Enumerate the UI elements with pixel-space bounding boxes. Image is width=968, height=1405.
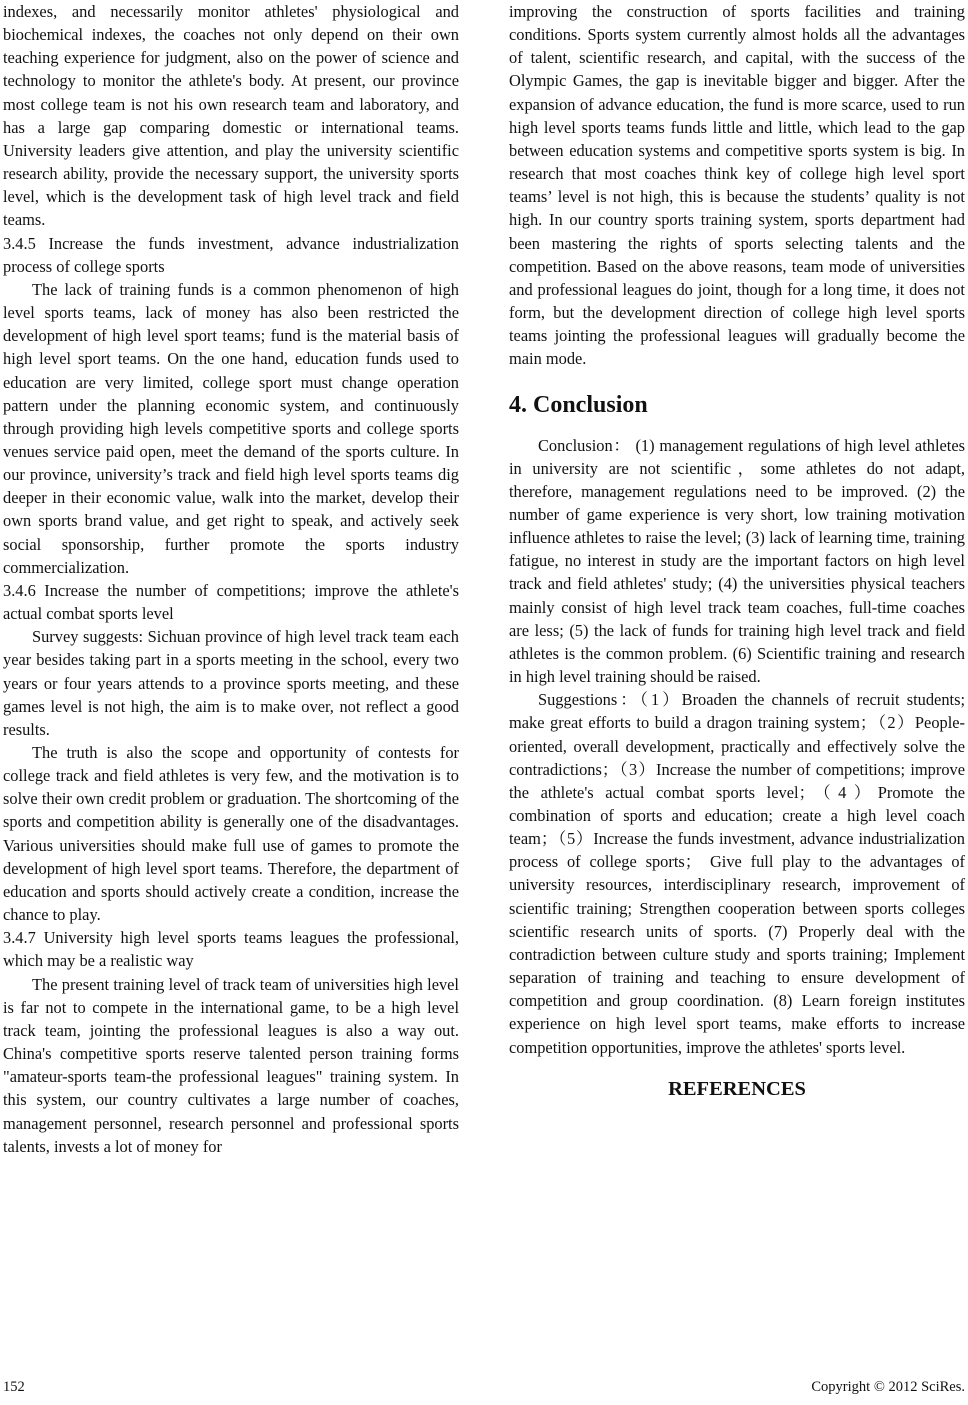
subsection-heading-3-4-5: 3.4.5 Increase the funds investment, advance industrialization process of college sports <box>3 233 459 276</box>
left-column <box>3 0 459 1158</box>
page-number: 152 <box>3 1379 25 1395</box>
right-column <box>509 0 965 1101</box>
paragraph-competition-scope: The truth is also the scope and opportunity of contests for college track and field athletes is very few, and the motivation is to solve their own credit problem or graduation. The shortcoming of the sports and competition ability is generally one of the disadvantages. Various universities should make full use of games to promote the development of high level sport teams. Therefore, the department of education and sports should actively create a condition, increase the chance to play. <box>3 743 459 925</box>
paragraph-training-funds: The lack of training funds is a common phenomenon of high level sports teams, lack of money has also been restricted the development of high level sport teams; fund is the material basis of high level sport teams. On the one hand, education funds used to education are very limited, college sport must change operation pattern under the planning economic system, and continuously through providing high levels competitive sports and college sports venues service paid open, meet the demand of the sports culture. In our province, university’s track and field high level sports teams dig deeper in their economic value, walk into the market, develop their own sports brand value, and get right to speak, and actively seek social sponsorship, further promote the sports industry commercialization. <box>3 279 459 577</box>
paragraph-sports-system: improving the construction of sports facilities and training conditions. Sports system currently almost holds all the advantages of talent, scientific research, and capital, with the success of the Olympic Games, the gap is inevitable bigger and bigger. After the expansion of advance education, the fund is more scarce, used to run high level sports teams funds little and little, which lead to the gap between education systems and competitive sports system is big. In research that most coaches think key of college high level sport teams’ level is not high, this is because the students’ quality is not high. In our country sports training system, sports department had been mastering the rights of sports selecting talents and the competition. Based on the above reasons, team mode of universities and professional leagues do joint, though for a long time, it does not form, but the development direction of college high level sports teams jointing the professional leagues will gradually become the main mode. <box>509 2 965 369</box>
section-heading-conclusion: 4. Conclusion <box>509 391 648 418</box>
paragraph-professional-leagues: The present training level of track team of universities high level is far not to compete in the international game, to be a high level track team, jointing the professional leagues is also a way out. China's competitive sports reserve talented person training forms "amateur-sports team-the professional leagues" training system. In this system, our country cultivates a large number of coaches, management personnel, research personnel and professional sports talents, invests a lot of money for <box>3 974 459 1156</box>
paragraph-suggestions: Suggestions：（1）Broaden the channels of recruit students; make great efforts to build a dragon training system；（2）People-oriented, overall development, practically and effectively solve the contradictions；（3）Increase the number of competitions; improve the athlete's actual combat sports level；（4）Promote the combination of sports and education; create a high level coach team；（5）Increase the funds investment, advance industrialization process of college sports； Give full play to the advantages of university resources, interdisciplinary research, improvement of scientific training; Strengthen cooperation between sports colleges scientific research units of sports. (7) Properly deal with the contradiction between culture study and sports training; Implement separation of training and teaching to ensure development of competition and group coordination. (8) Learn foreign institutes experience on high level sport teams, make efforts to increase competition opportunities, improve the athletes' sports level. <box>509 690 965 1057</box>
paragraph-monitoring: indexes, and necessarily monitor athletes' physiological and biochemical indexes, the coaches not only depend on their own teaching experience for judgment, also on the power of science and technology to monitor the athlete's body. At present, our province most college team is not his own research team and laboratory, and has a large gap comparing domestic or international teams. University leaders give attention, and play the university scientific research ability, provide the necessary support, the university sports level, which is the development task of high level track and field teams. <box>3 2 459 230</box>
copyright-notice: Copyright © 2012 SciRes. <box>811 1379 965 1395</box>
paragraph-conclusion: Conclusion： (1) management regulations of high level athletes in university are not scientific，some athletes do not adapt, therefore, management regulations need to be improved. (2) the number of game experience is very short, low training motivation influence athletes to raise the level; (3) lack of learning time, training fatigue, no interest in study are the important factors on high level track and field athletes' study; (4) the universities physical teachers mainly consist of high level track team coaches, full-time coaches are less; (5) the lack of funds for training high level track and field athletes is the common problem. (6) Scientific training and research in high level training should be raised. <box>509 435 965 687</box>
references-heading: REFERENCES <box>668 1077 806 1100</box>
paragraph-survey: Survey suggests: Sichuan province of high level track team each year besides taking part in a sports meeting in the school, every two years or four years attends to a province sports meeting, and these games level is not high, the aim is to make over, not reflect a good results. <box>3 627 459 739</box>
subsection-heading-3-4-6: 3.4.6 Increase the number of competitions; improve the athlete's actual combat sports level <box>3 580 459 624</box>
subsection-heading-3-4-7: 3.4.7 University high level sports teams leagues the professional, which may be a realistic way <box>3 928 459 971</box>
